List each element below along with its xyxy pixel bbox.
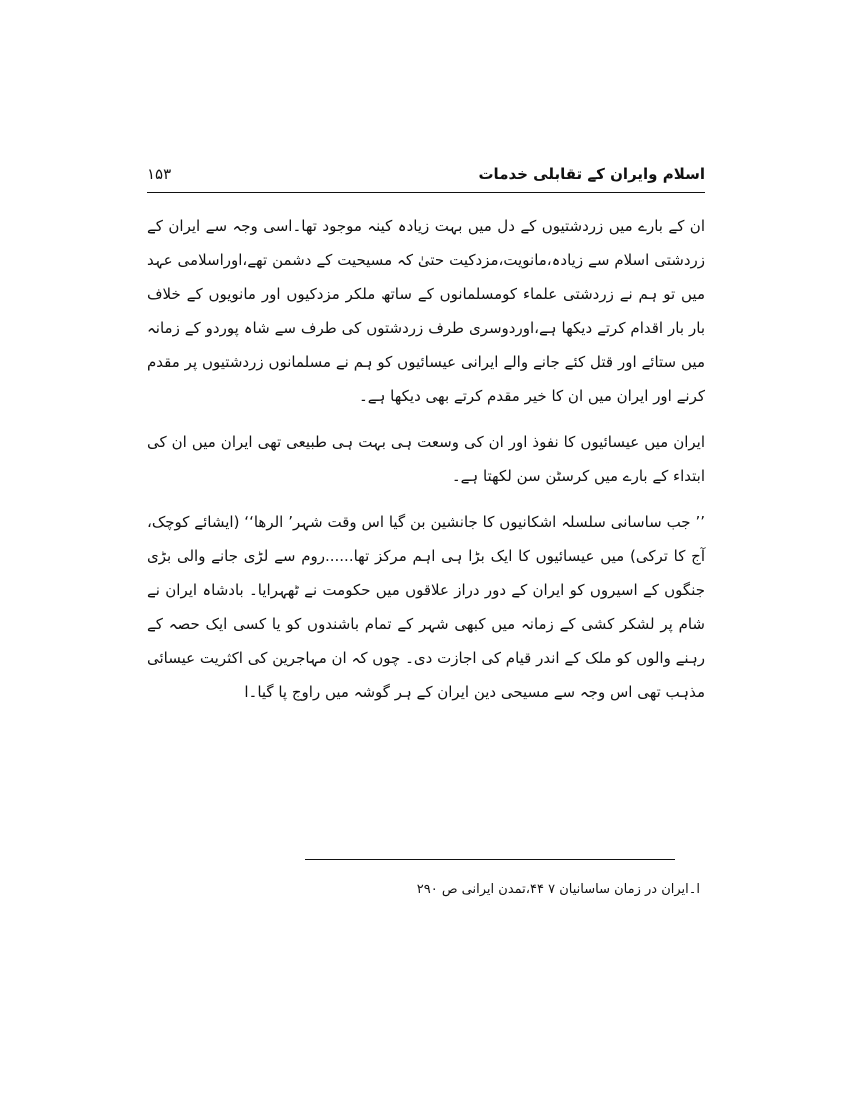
- paragraph-2: ایران میں عیسائیوں کا نفوذ اور ان کی وسعت ہی بہت ہی طبیعی تھی ایران میں ان کی ابتداء کے بارے میں کرسٹن سن لکھتا ہے۔: [147, 433, 705, 485]
- header-divider: [147, 192, 705, 193]
- paragraph-1: ان کے بارے میں زردشتیوں کے دل میں بہت زیادہ کینہ موجود تھا۔اسی وجہ سے ایران کے زردشتی اسلام سے زیادہ،مانویت،مزدکیت حتیٰ کہ مسیحیت کے دشمن تھے،اوراسلامی عہد میں تو ہم نے زردشتی علماء کومسلمانوں کے ساتھ ملکر مزدکیوں اور مانویوں کے خلاف بار بار اقدام کرتے دیکھا ہے،اوردوسری طرف زردشتوں کی طرف سے شاہ پوردو کے زمانہ میں ستائے اور قتل کئے جانے والے ایرانی عیسائیوں کو ہم نے مسلمانوں زردشتیوں پر مقدم کرنے اور ایران میں ان کا خیر مقدم کرتے بھی دیکھا ہے۔: [147, 217, 705, 405]
- footnote-divider: [305, 859, 675, 860]
- footnote: ا۔ایران در زمان ساسانیان ۷ ۴۴،تمدن ایرانی ص ۲۹۰: [416, 882, 700, 897]
- page-number: ۱۵۳: [147, 165, 172, 183]
- running-header-title: اسلام وایران کے تقابلی خدمات: [478, 165, 705, 183]
- running-header: [147, 160, 705, 190]
- body-text: [147, 209, 705, 721]
- paragraph-3-quote: ’’ جب ساسانی سلسلہ اشکانیوں کا جانشین بن گیا اس وقت شہر’ الرھا‘‘ (ایشائے کوچک، آج کا ترکی) میں عیسائیوں کا ایک بڑا ہی اہم مرکز تھا......روم سے لڑی جانے والی بڑی جنگوں کے اسیروں کو ایران کے دور دراز علاقوں میں حکومت نے ٹھہرایا۔ بادشاہ ایران نے شام پر لشکر کشی کے زمانہ میں کبھی شہر کے تمام باشندوں کو یا کسی ایک حصہ کے رہنے والوں کو ملک کے اندر قیام کی اجازت دی۔ چوں کہ ان مہاجرین کی اکثریت عیسائی مذہب تھی اس وجہ سے مسیحی دین ایران کے ہر گوشہ میں راوج پا گیا۔ا: [147, 513, 705, 701]
